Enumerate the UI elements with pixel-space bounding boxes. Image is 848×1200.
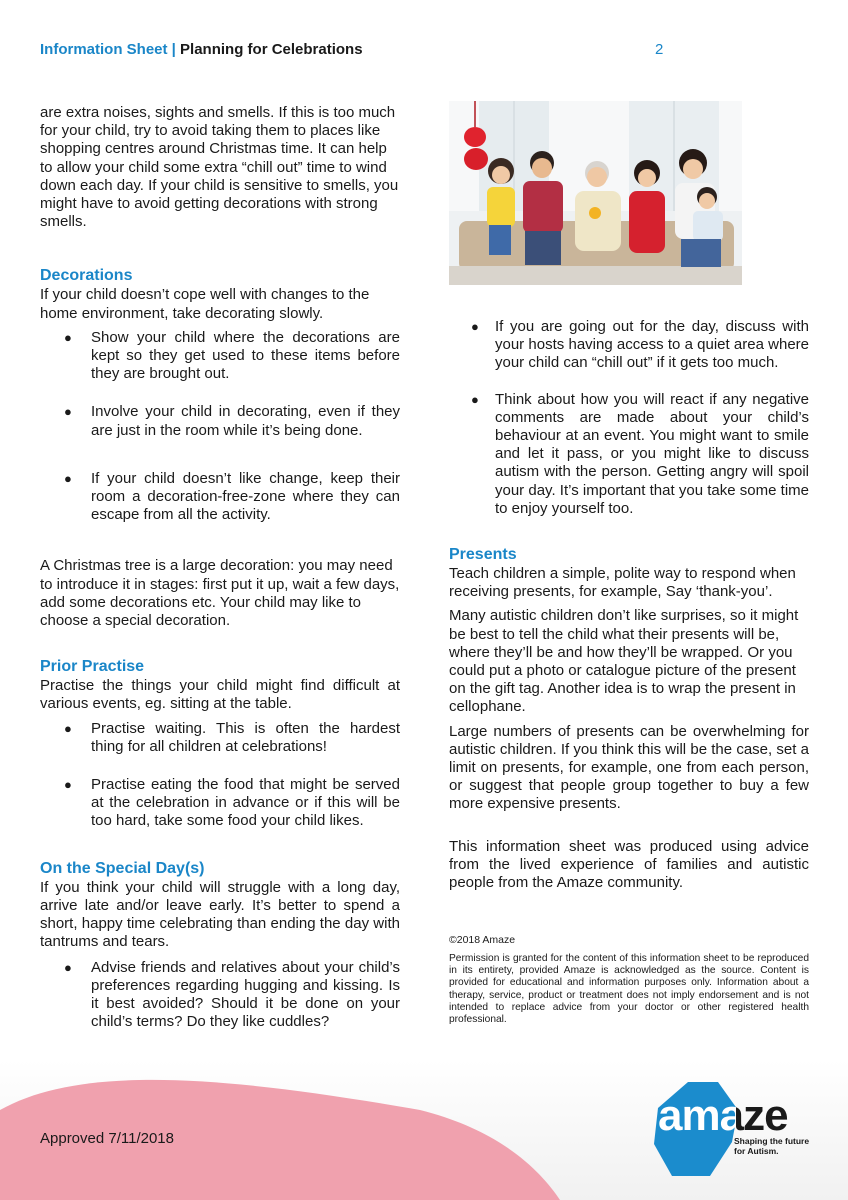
- amaze-logo: [650, 1080, 815, 1180]
- family-photo: [449, 101, 742, 285]
- approved-date: Approved 7/11/2018: [40, 1130, 174, 1147]
- prior-practise-heading: Prior Practise: [40, 658, 145, 676]
- presents-paragraph-1: Teach children a simple, polite way to respond when receiving presents, for example, Say ‘thank-you’.: [449, 565, 796, 601]
- bullet-icon: ●: [64, 470, 72, 486]
- special-day-paragraph: If you think your child will struggle with a long day, arrive late and/or leave early. It’s better to spend a short, happy time celebrating than ending the day with tantrums and tears.: [40, 878, 400, 951]
- list-item: ● Show your child where the decorations are kept so they get used to these items before they are brought out.: [64, 328, 400, 383]
- decorations-list: [40, 329, 400, 525]
- bullet-icon: ●: [64, 777, 72, 793]
- decorations-heading: Decorations: [40, 267, 133, 285]
- bullet-icon: ●: [64, 720, 72, 736]
- page-number: 2: [655, 41, 664, 58]
- list-item: ● Advise friends and relatives about your child’s preferences regarding hugging and kissing. Is it best avoided? Should it be done on your child’s terms? Do they like cuddles?: [64, 958, 400, 1031]
- produced-by-paragraph: This information sheet was produced using advice from the lived experience of families and autistic people from the Amaze community.: [449, 837, 809, 892]
- list-item: ● If you are going out for the day, discuss with your hosts having access to a quiet area where your child can “chill out” if it gets too much.: [471, 318, 809, 372]
- sheet-type: Information Sheet |: [40, 41, 176, 58]
- outing-list: [449, 318, 809, 518]
- christmas-tree-paragraph: A Christmas tree is a large decoration: you may need to introduce it in stages: first put it up, wait a few days, add some decorations etc. Your child may like to choose a special decoration.: [40, 557, 400, 630]
- special-day-heading: On the Special Day(s): [40, 859, 205, 877]
- intro-paragraph: are extra noises, sights and smells. If this is too much for your child, try to avoid taking them to places like shopping centres around Christmas time. It can help to allow your child some extra “chill out” time to wind down each day. If your child is sensitive to smells, you might have to avoid getting decorations with strong smells.: [40, 104, 399, 231]
- bullet-icon: ●: [471, 391, 479, 407]
- list-item: ● If your child doesn’t like change, keep their room a decoration-free-zone where they can escape from all the activity.: [64, 469, 400, 524]
- special-day-list: [40, 959, 400, 1032]
- practise-list: [40, 720, 400, 831]
- list-item: ● Practise eating the food that might be served at the celebration in advance or if this will be too hard, take some food your child likes.: [64, 776, 400, 830]
- page-header: [40, 41, 680, 58]
- prior-practise-paragraph: Practise the things your child might find difficult at various events, eg. sitting at the table.: [40, 677, 400, 713]
- presents-paragraph-2: Many autistic children don’t like surprises, so it might be best to tell the child what their presents will be, where they’ll be and how they’ll be wrapped. Or you could put a photo or catalogue picture of the present on the gift tag. Another idea is to wrap the present in cellophane.: [449, 607, 799, 716]
- left-column: [40, 104, 400, 1031]
- presents-heading: Presents: [449, 546, 517, 564]
- list-item: ● Practise waiting. This is often the hardest thing for all children at celebrations!: [64, 719, 400, 755]
- bullet-icon: ●: [64, 329, 72, 345]
- permission-notice: Permission is granted for the content of this information sheet to be reproduced in its entirety, provided Amaze is acknowledged as the source. Content is provided for educational and information purposes only. Information about a therapy, service, product or treatment does not imply endorsement and is not intended to replace advice from your doctor or other registered health professional.: [449, 953, 809, 1026]
- logo-wordmark: amaze: [658, 1091, 788, 1140]
- list-item: ● Involve your child in decorating, even if they are just in the room while it’s being done.: [64, 403, 400, 439]
- logo-tagline-line-1: Shaping the future: [734, 1136, 810, 1146]
- bullet-icon: ●: [64, 404, 72, 420]
- presents-paragraph-3: Large numbers of presents can be overwhelming for autistic children. If you think this will be the case, set a limit on presents, for example, one from each person, or suggest that people group together to buy a few more expensive presents.: [449, 722, 809, 813]
- list-item: ● Think about how you will react if any negative comments are made about your child’s behaviour at an event. You might want to smile and let it pass, or you might like to discuss autism with the person. Getting angry will spoil your day. It’s important that you take some time to enjoy yourself too.: [471, 390, 809, 517]
- bullet-icon: ●: [471, 319, 479, 334]
- sheet-title: Planning for Celebrations: [180, 41, 363, 58]
- copyright-notice: ©2018 Amaze: [449, 934, 516, 946]
- bullet-icon: ●: [64, 959, 72, 975]
- right-column: [449, 318, 809, 892]
- decorations-paragraph: If your child doesn’t cope well with changes to the home environment, take decorating slowly.: [40, 286, 370, 322]
- logo-tagline-line-2: for Autism.: [734, 1146, 779, 1156]
